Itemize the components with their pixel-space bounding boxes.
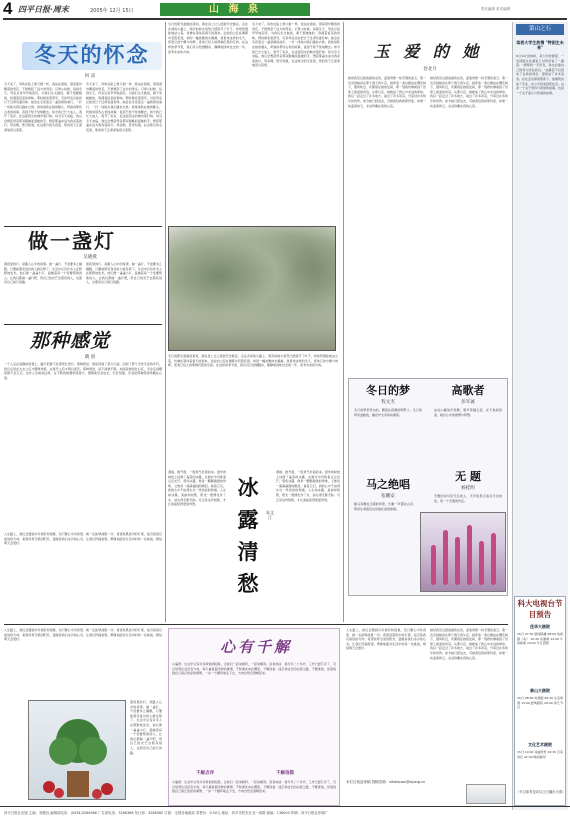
poem-author-1: 程文杰 — [381, 400, 395, 405]
winter-body-col2: 冬天来了，风吹在脸上像刀割一样，我站在窗前，望着窗外飘落的雪花，不禁想起了远方的母亲。记得小时候，每到冬天，母亲总是早早地起床，为我们生火做饭，屋子里暖暖的，弥漫着饭菜的香味。那时候家里很穷，可是母亲总能把日子过得有滋有味。她会在冬夜里点一盏昏黄的油灯，一针一线地为我们缝补衣裳。我常常趴在她的膝头，听她讲那些古老的故事，直到不知不觉地睡去。如今我已长大成人，离开了家乡，在这座陌生的城市里打拼。每当冬天来临，我总会想起母亲那双粗糙而温暖的手，想起那盏永远为我亮着的灯。母亲啊，您可知道，在这寒冷的冬夜里，您的孩子正深深地思念着您。 — [86, 82, 162, 132]
heart-sub-review: 千解点评 — [196, 771, 214, 776]
lamp-body-col2: 黑夜里的灯，是路人心中的希望。做一盏灯，不需要多么耀眼，只要能照亮身边的人就足够了。生活中总有许多人在默默地发光，他们像一盏盏小灯，温暖着每一个需要帮助的人。让我们都做一盏灯吧，用自己的光芒去照亮别人，也照亮自己前行的路。 — [86, 262, 162, 285]
winter-body-col1: 冬天来了，风吹在脸上像刀割一样，我站在窗前，望着窗外飘落的雪花，不禁想起了远方的母亲。记得小时候，每到冬天，母亲总是早早地起床，为我们生火做饭，屋子里暖暖的，弥漫着饭菜的香味。那时候家里很穷，可是母亲总能把日子过得有滋有味。她会在冬夜里点一盏昏黄的油灯，一针一线地为我们缝补衣裳。我常常趴在她的膝头，听她讲那些古老的故事，直到不知不觉地睡去。如今我已长大成人，离开了家乡，在这座陌生的城市里打拼。每当冬天来临，我总会想起母亲那双粗糙而温暖的手，想起那盏永远为我亮着的灯。母亲啊，您可知道，在这寒冷的冬夜里，您的孩子正深深地思念着您。 — [4, 82, 82, 132]
section-rule — [4, 624, 508, 625]
heart-section-title: 心有千解 — [219, 638, 292, 656]
heart-body: 小编语：生活中总有许多烦恼和困惑，让我们一起来倾听，一起来解答。读者来信：我今年二十多岁，工作已经几年了，可总觉得生活没有方向，每天重复着同样的事情，不知道未来在哪里。千解回复：迷茫是成长的必经之路，不要害怕，试着找到自己真正热爱的事情，一步一个脚印地走下去，方向自然会清晰起来。 — [172, 662, 336, 676]
ice-body-left: 清晨，推开窗，一股寒气扑面而来。窗外的树枝上挂满了晶莹的冰露，在晨光中闪烁着点点光芒。那些冰露，像是一颗颗剔透的珍珠，又像是一滴滴凝固的眼泪。看着它们，我的心中不由得生出一丝淡淡的愁绪。人生如冰露，美丽却短暂，阳光一照便化作了水，消失得无影无踪。可正是这份短暂，才让美丽显得更加珍贵。 — [168, 470, 226, 507]
contact-info: 本栏目欢迎来稿 投稿信箱：sihaiquan@siping.cn — [346, 780, 426, 784]
flower-photo — [420, 512, 506, 592]
section-title: 山 海 泉 — [209, 4, 261, 15]
poem-title-4: 无 题 — [455, 470, 481, 483]
tv-schedule-title: 科大电视台节目预告 — [517, 599, 563, 619]
poem-body-1: 冬日的梦是雪白的，飘落在寂静的原野上；冬日的梦是温暖的，藏在炉火旁的故事里。 — [354, 408, 422, 417]
side-story-title: 读者大学生热情 "特困生未来" — [516, 40, 564, 50]
winter-body-col4: 冬天来了，风吹在脸上像刀割一样，我站在窗前，望着窗外飘落的雪花，不禁想起了远方的母亲。记得小时候，每到冬天，母亲总是早早地起床，为我们生火做饭，屋子里暖暖的，弥漫着饭菜的香味。那时候家里很穷，可是母亲总能把日子过得有滋有味。她会在冬夜里点一盏昏黄的油灯，一针一线地为我们缝补衣裳。我常常趴在她的膝头，听她讲那些古老的故事，直到不知不觉地睡去。如今我已长大成人，离开了家乡，在这座陌生的城市里打拼。每当冬天来临，我总会想起母亲那双粗糙而温暖的手，想起那盏永远为我亮着的灯。母亲啊，您可知道，在这寒冷的冬夜里，您的孩子正深深地思念着您。 — [252, 22, 340, 68]
right-lower-col2: 她是我见过最美丽的女孩，温柔得像一块无瑕的美玉。第一次见到她是在那个春天的午后，她穿着一袭白裙站在樱花树下，微风吹过，花瓣落在她的发间，那一刻我仿佛看到了世界上最美的风景。从那以后，她就成了我心中永远的牵挂。我们一起走过了许多地方，看过了许多风景，分享过许多快乐和忧伤。如今她已经远去，可她留给我的那份爱，却像一块温润的玉，永远珍藏在我的心底。 — [430, 628, 508, 660]
poem-body-4: 无题的诗写给无名的人，无声的思念落在无边的夜，等一个无期的约定。 — [434, 494, 502, 503]
lower-left-body: 人生路上，我们会遇到许多挫折和困难，但只要心中有希望，就一定能够战胜一切。希望是黑夜中的灯塔，指引着我们前进的方向；希望是寒冬里的阳光，温暖着我们冰冷的心灵。让我们怀揣希望，勇敢地面对生活中的每一次挑战，相信明天会更好。 — [4, 628, 162, 642]
jade-body-col2: 她是我见过最美丽的女孩，温柔得像一块无瑕的美玉。第一次见到她是在那个春天的午后，她穿着一袭白裙站在樱花树下，微风吹过，花瓣落在她的发间，那一刻我仿佛看到了世界上最美的风景。从那以后，她就成了我心中永远的牵挂。我们一起走过了许多地方，看过了许多风景，分享过许多快乐和忧伤。如今她已经远去，可她留给我的那份爱，却像一块温润的玉，永远珍藏在我的心底。 — [430, 76, 508, 108]
schedule-name-2: 泰山大剧院 — [530, 688, 550, 693]
schedule-note: （节目如有变动以当日播出为准） — [516, 790, 566, 794]
column-divider — [165, 22, 166, 622]
ice-author: 朱文江 — [266, 510, 274, 520]
feeling-body-cont: 人生路上，我们会遇到许多挫折和困难，但只要心中有希望，就一定能够战胜一切。希望是黑夜中的灯塔，指引着我们前进的方向；希望是寒冬里的阳光，温暖着我们冰冷的心灵。让我们怀揣希望，勇敢地面对生活中的每一次挑战，相信明天会更好。 — [4, 532, 162, 546]
page-number: 4 — [3, 0, 13, 18]
winter-author: 何 凉 — [84, 74, 96, 79]
heart-body-lower: 小编语：生活中总有许多烦恼和困惑，让我们一起来倾听，一起来解答。读者来信：我今年二十多岁，工作已经几年了，可总觉得生活没有方向，每天重复着同样的事情，不知道未来在哪里。千解回复：迷茫是成长的必经之路，不要害怕，试着找到自己真正热爱的事情，一步一个脚印地走下去，方向自然会清晰起来。 — [172, 780, 336, 794]
schedule-name-3: 文化艺术剧院 — [528, 742, 552, 747]
poem-author-3: 张鹏安 — [381, 494, 395, 499]
jade-body-col1: 她是我见过最美丽的女孩，温柔得像一块无瑕的美玉。第一次见到她是在那个春天的午后，她穿着一袭白裙站在樱花树下，微风吹过，花瓣落在她的发间，那一刻我仿佛看到了世界上最美的风景。从那以后，她就成了我心中永远的牵挂。我们一起走过了许多地方，看过了许多风景，分享过许多快乐和忧伤。如今她已经远去，可她留给我的那份爱，却像一块温润的玉，永远珍藏在我的心底。 — [348, 76, 426, 108]
schedule-items-1: 15日 07:30 新闻联播 08:00 电视剧《家》 10:30 动画城 12:00 午间新闻 19:00 今日话题 — [517, 632, 563, 646]
lamp-author: 吴晓燕 — [83, 255, 97, 260]
winter-article-title: 冬天的怀念 — [34, 42, 150, 67]
feeling-author: 晓 晨 — [84, 355, 96, 360]
plant-illustration — [29, 701, 127, 801]
lower-left-body-side: 黑夜里的灯，是路人心中的希望。做一盏灯，不需要多么耀眼，只要能照亮身边的人就足够了。生活中总有许多人在默默地发光，他们像一盏盏小灯，温暖着每一个需要帮助的人。让我们都做一盏灯吧，用自己的光芒去照亮别人，也照亮自己前行的路。 — [130, 700, 162, 755]
heart-sub-mailbox: 千解信箱 — [276, 771, 294, 776]
poem-title-2: 高歌者 — [451, 384, 485, 397]
header-rule — [3, 18, 567, 20]
side-column-tag: 第山之石 — [516, 24, 564, 35]
lighthouse-logo — [466, 784, 506, 804]
jade-author: 卷北月 — [423, 67, 437, 72]
page-footer: 四平日报社出版 主编：刘德良 编辑部电话：(0434)3266366 广告部电话：3266368 发行部：3266382 订阅：全国各地邮局 零售价：0.50元 地址：四平市铁东区北一纬路 邮编：136000 印刷：四平日报社印刷厂 — [0, 806, 570, 820]
plant-photo — [28, 700, 126, 800]
feeling-article-title: 那种感觉 — [30, 330, 111, 352]
poem-body-2: 站在山巅放声高歌，歌声穿越云层，在天地间回荡，唱出心中的豪情与梦想。 — [434, 408, 502, 417]
side-story-body: 6月14日夜8时，某大学校园里，一名特困生在课堂上对同学说了一番话："即使我一无所有，我也会靠自己的努力改变命运。"这番话不仅感动了在场的同学，更感动了许多读者。在社会各界的帮助下，他顺利完成了学业，并立志将来回报社会。这是一个关于坚持与希望的故事，也是一个关于爱心与传递的故事。 — [516, 54, 564, 95]
schedule-items-2: 15日 08:00 电视剧 09:30 生活频道 13:00 经典影院 20:00 综艺节目 — [517, 696, 563, 710]
editor-info: 责任编辑 美术编辑 — [480, 7, 510, 11]
schedule-name-1: 佳华大剧院 — [530, 624, 550, 629]
poem-author-4: 杨桂明 — [461, 486, 475, 491]
schedule-items-3: 15日 10:00 戏曲欣赏 14:30 百家讲坛 21:00 晚间新闻 — [517, 750, 563, 759]
issue-date: 2005年 12月 15日 — [90, 8, 134, 14]
poem-title-3: 马之绝唱 — [366, 478, 410, 491]
lamp-article-title: 做一盏灯 — [28, 229, 116, 253]
column-divider — [343, 22, 344, 622]
ice-body-right: 清晨，推开窗，一股寒气扑面而来。窗外的树枝上挂满了晶莹的冰露，在晨光中闪烁着点点光芒。那些冰露，像是一颗颗剔透的珍珠，又像是一滴滴凝固的眼泪。看着它们，我的心中不由得生出一丝淡淡的愁绪。人生如冰露，美丽却短暂，阳光一照便化作了水，消失得无影无踪。可正是这份短暂，才让美丽显得更加珍贵。 — [276, 470, 340, 502]
tree-photo — [168, 226, 336, 351]
poem-author-2: 彭军诚 — [461, 400, 475, 405]
poem-body-3: 骏马奔腾在辽阔的草原，长嘶一声震动山河，那是生命最后也是最壮美的绝唱。 — [354, 502, 416, 511]
jade-article-title: 玉 爱 的 她 — [373, 42, 483, 61]
winter-body-col3: 冬日的阳光温暖而柔和，洒在身上让人感到无比惬意。走在乡间的小路上，两旁的树木虽然已经落尽了叶子，却依然挺拔地站立着，仿佛在等待着春天的到来。远处的山峦在薄雾中若隐若现，如同一幅淡雅的水墨画。我喜欢这样的冬天，喜欢它的宁静与纯粹，喜欢它给人的那种沉思的空间。在这样的季节里，我们可以放慢脚步，静静地回味过去的一年，思考未来的方向。 — [168, 22, 248, 54]
poem-title-1: 冬日的梦 — [366, 384, 410, 397]
section-rule — [4, 324, 162, 325]
newspaper-name: 四平日报·周末 — [18, 4, 69, 14]
lamp-body-col1: 黑夜里的灯，是路人心中的希望。做一盏灯，不需要多么耀眼，只要能照亮身边的人就足够了。生活中总有许多人在默默地发光，他们像一盏盏小灯，温暖着每一个需要帮助的人。让我们都做一盏灯吧，用自己的光芒去照亮别人，也照亮自己前行的路。 — [4, 262, 82, 285]
right-lower-col1: 人生路上，我们会遇到许多挫折和困难，但只要心中有希望，就一定能够战胜一切。希望是黑夜中的灯塔，指引着我们前进的方向；希望是寒冬里的阳光，温暖着我们冰冷的心灵。让我们怀揣希望，勇敢地面对生活中的每一次挑战，相信明天会更好。 — [346, 628, 426, 651]
feeling-body: 一个人走在寂静的街道上，路灯把影子拉得很长很长。那种感觉，像是回到了很久以前，回到了那个无忧无虑的年代。我们总是在失去之后才懂得珍惜，在离开之后才明白留恋。那种感觉，说不清道不明，却深深地刻在心底，无论走到哪里都不会忘记。也许人生就是这样，在不断的相遇和别离中，慢慢地学会成长，学会坚强，学会把那种感觉珍藏在心里。 — [4, 362, 162, 380]
section-rule — [4, 226, 162, 227]
ice-article-title: 冰露清愁 — [237, 475, 259, 596]
middle-body: 冬日的阳光温暖而柔和，洒在身上让人感到无比惬意。走在乡间的小路上，两旁的树木虽然已经落尽了叶子，却依然挺拔地站立着，仿佛在等待着春天的到来。远处的山峦在薄雾中若隐若现，如同一幅淡雅的水墨画。我喜欢这样的冬天，喜欢它的宁静与纯粹，喜欢它给人的那种沉思的空间。在这样的季节里，我们可以放慢脚步，静静地回味过去的一年，思考未来的方向。 — [168, 354, 338, 368]
